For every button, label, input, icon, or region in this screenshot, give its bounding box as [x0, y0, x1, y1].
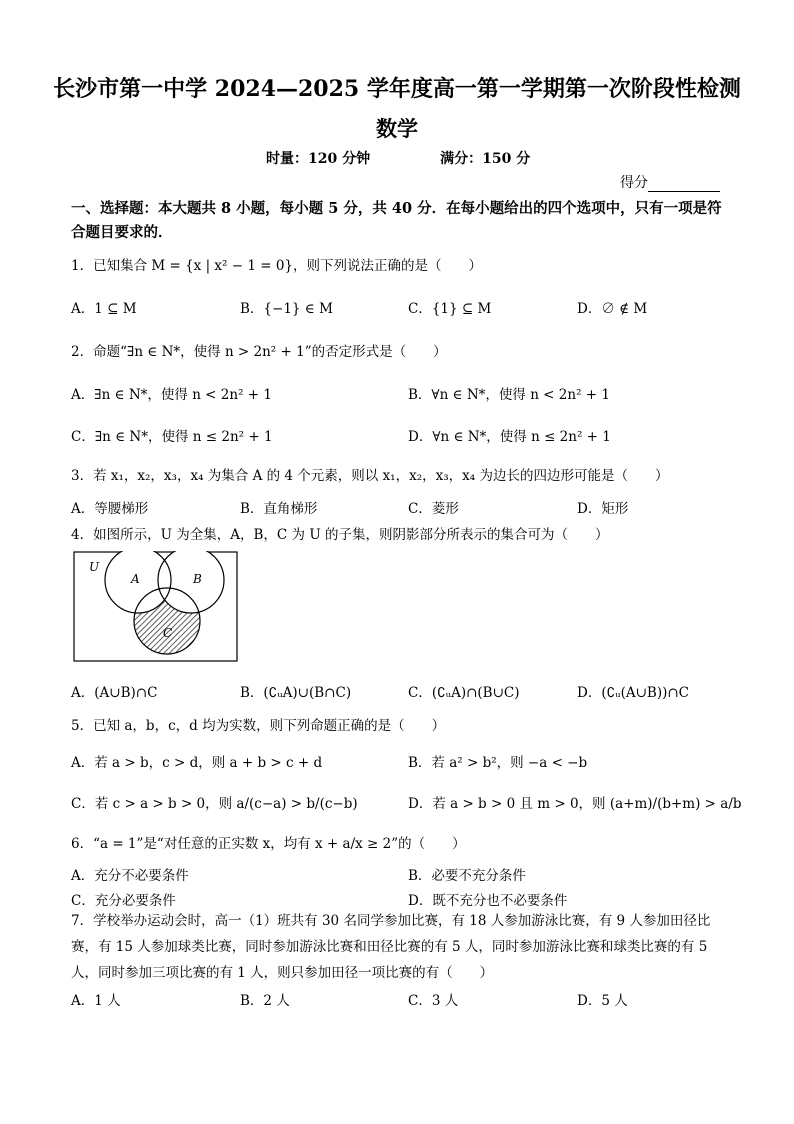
- score-blank-line: [648, 176, 720, 192]
- venn-label-u: U: [89, 560, 100, 574]
- question-4-stem: 4．如图所示，U 为全集，A，B，C 为 U 的子集，则阴影部分所表示的集合可为（ ）: [71, 527, 609, 543]
- full-score: 满分：150 分: [440, 151, 531, 167]
- q1-option-d: D．∅ ∉ M: [577, 301, 648, 317]
- question-2-stem: 2．命题“∃n ∈ N*，使得 n > 2n² + 1”的否定形式是（ ）: [71, 344, 447, 360]
- q1-option-c: C．{1} ⊆ M: [408, 301, 492, 317]
- q5-option-a: A．若 a > b，c > d，则 a + b > c + d: [71, 755, 323, 771]
- q6-option-a: A．充分不必要条件: [71, 868, 189, 884]
- q1-option-a: A．1 ⊆ M: [71, 301, 137, 317]
- q2-option-c: C．∃n ∈ N*，使得 n ≤ 2n² + 1: [71, 429, 273, 445]
- q7-option-c: C．3 人: [408, 993, 459, 1009]
- question-6-stem: 6．“a = 1”是“对任意的正实数 x，均有 x + a/x ≥ 2”的（ ）: [71, 836, 466, 852]
- question-7-stem: 7．学校举办运动会时，高一（1）班共有 30 名同学参加比赛，有 18 人参加游泳比赛，有 9 人参加田径比赛，有 15 人参加球类比赛，同时参加游泳比赛和田径比赛的有 5 人，同时参加游泳比赛和球类比赛的有 5 人，同时参加三项比赛的有 1 人，则只参加田径一项比赛的有（ ）: [71, 913, 711, 981]
- q7-option-b: B．2 人: [240, 993, 290, 1009]
- score-field: [620, 172, 720, 192]
- q2-option-d: D．∀n ∈ N*，使得 n ≤ 2n² + 1: [408, 429, 611, 445]
- question-3-stem: 3．若 x₁，x₂，x₃，x₄ 为集合 A 的 4 个元素，则以 x₁，x₂，x₃，x₄ 为边长的四边形可能是（ ）: [71, 468, 669, 484]
- q4-option-c: C．(∁ᵤA)∩(B∪C): [408, 685, 520, 701]
- q3-option-d: D．矩形: [577, 501, 629, 517]
- q3-option-b: B．直角梯形: [240, 501, 318, 517]
- q2-option-b: B．∀n ∈ N*，使得 n < 2n² + 1: [408, 387, 610, 403]
- q3-option-a: A．等腰梯形: [71, 501, 149, 517]
- time-limit: 时量：120 分钟: [266, 151, 371, 167]
- section-heading: 一、选择题：本大题共 8 小题，每小题 5 分，共 40 分．在每小题给出的四个选项中，只有一项是符合题目要求的．: [71, 200, 722, 241]
- q6-option-b: B．必要不充分条件: [408, 868, 526, 884]
- question-5-stem: 5．已知 a，b，c，d 均为实数，则下列命题正确的是（ ）: [71, 718, 446, 734]
- q5-option-c: C．若 c > a > b > 0，则 a/(c−a) > b/(c−b): [71, 796, 358, 812]
- venn-label-c: C: [163, 626, 173, 640]
- q4-option-b: B．(∁ᵤA)∪(B∩C): [240, 685, 352, 701]
- q7-option-d: D．5 人: [577, 993, 628, 1009]
- question-1-stem: 1．已知集合 M = {x | x² − 1 = 0}，则下列说法正确的是（ ）: [71, 258, 483, 274]
- q6-option-d: D．既不充分也不必要条件: [408, 893, 568, 909]
- score-label: 得分: [620, 175, 648, 191]
- q5-option-d: D．若 a > b > 0 且 m > 0，则 (a+m)/(b+m) > a/b: [408, 796, 742, 812]
- subject-title: 数学: [376, 116, 418, 141]
- q5-option-b: B．若 a² > b²，则 −a < −b: [408, 755, 588, 771]
- q2-option-a: A．∃n ∈ N*，使得 n < 2n² + 1: [71, 387, 272, 403]
- q1-option-b: B．{−1} ∈ M: [240, 301, 333, 317]
- exam-title: 长沙市第一中学 2024—2025 学年度高一第一学期第一次阶段性检测: [53, 76, 741, 102]
- q6-option-c: C．充分必要条件: [71, 893, 176, 909]
- q3-option-c: C．菱形: [408, 501, 459, 517]
- venn-label-b: B: [193, 572, 202, 586]
- q4-option-a: A．(A∪B)∩C: [71, 685, 158, 701]
- venn-label-a: A: [131, 572, 140, 586]
- exam-meta: [266, 148, 530, 168]
- venn-diagram: [73, 551, 239, 663]
- q7-option-a: A．1 人: [71, 993, 121, 1009]
- q4-option-d: D．(∁ᵤ(A∪B))∩C: [577, 685, 689, 701]
